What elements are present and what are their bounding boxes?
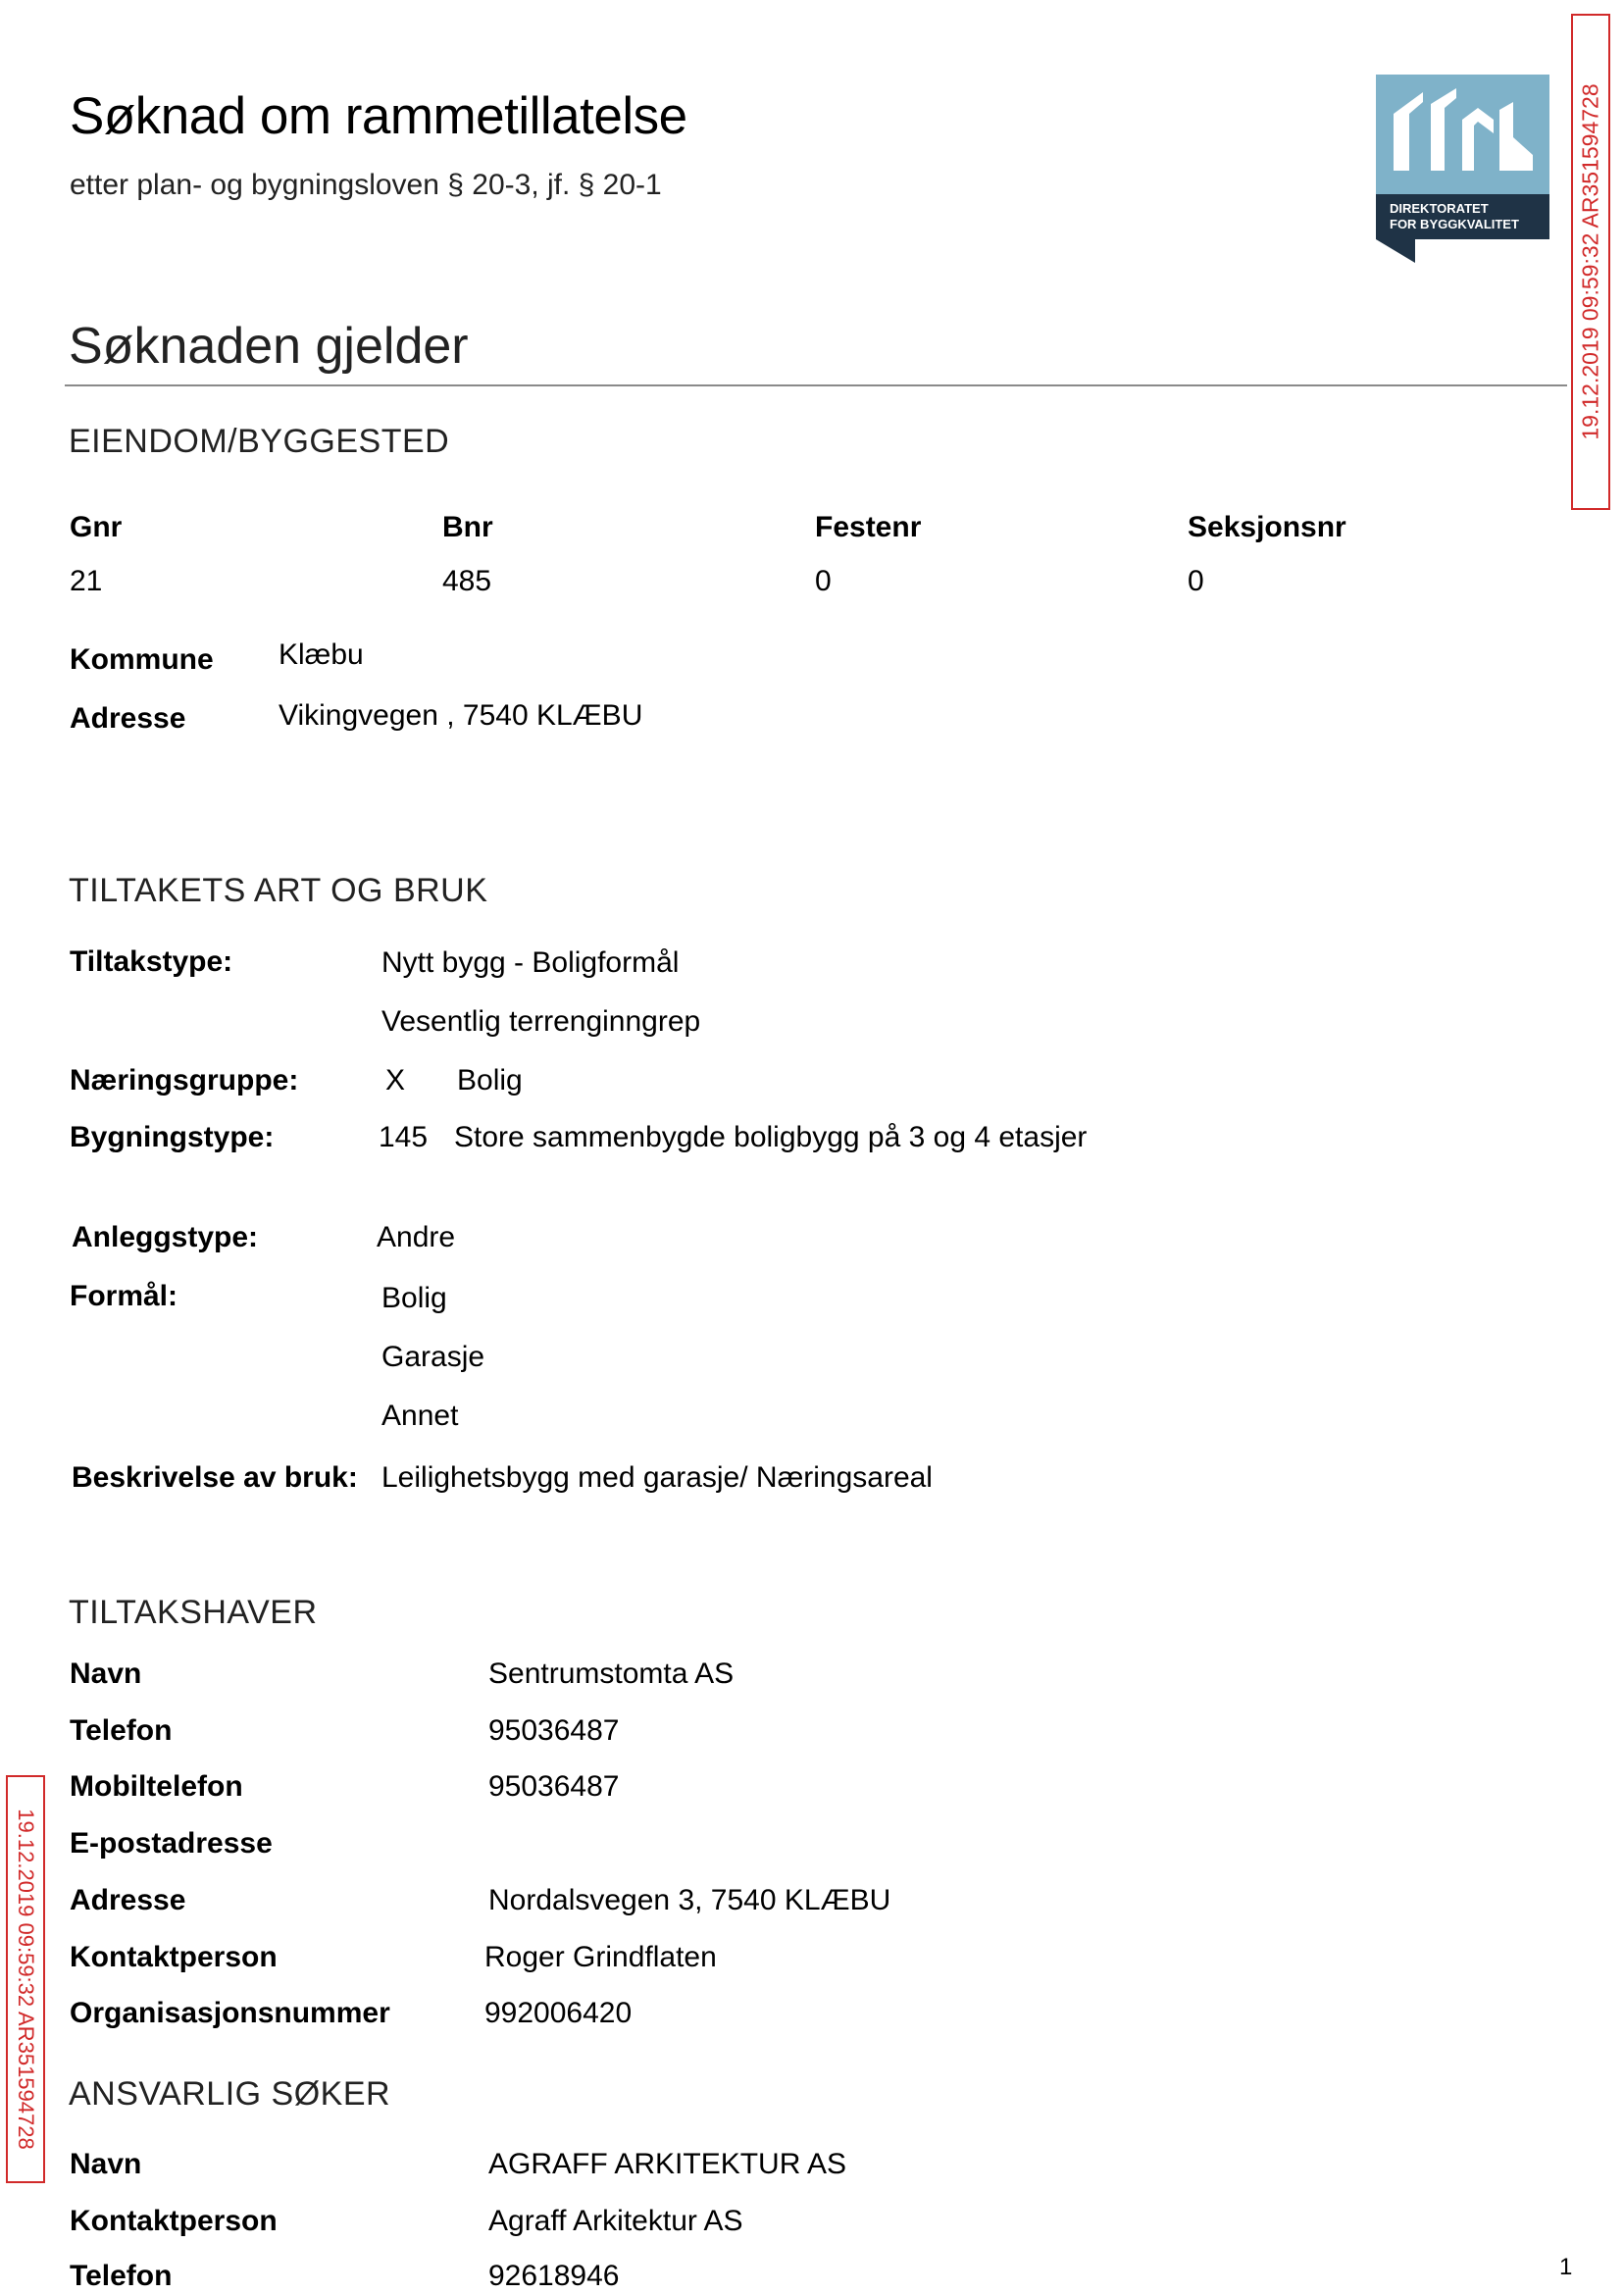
adresse-label: Adresse <box>70 702 186 735</box>
ansvarlig-kontakt-value: Agraff Arkitektur AS <box>488 2205 743 2237</box>
bygningstype-label: Bygningstype: <box>70 1121 275 1153</box>
anleggstype-label: Anleggstype: <box>72 1221 259 1253</box>
dibk-logo <box>1376 75 1549 263</box>
beskrivelse-value: Leilighetsbygg med garasje/ Næringsareal <box>381 1461 933 1494</box>
section-title: Søknaden gjelder <box>69 318 469 375</box>
tiltak-heading: TILTAKETS ART OG BRUK <box>69 872 488 909</box>
bygningstype-code: 145 <box>379 1121 429 1153</box>
tiltakstype-item: Vesentlig terrenginngrep <box>381 1005 701 1038</box>
tiltakshaver-telefon-label: Telefon <box>70 1714 173 1747</box>
seksjonsnr-label: Seksjonsnr <box>1188 511 1346 543</box>
tiltakshaver-kontakt-value: Roger Grindflaten <box>484 1941 717 1973</box>
page-subtitle: etter plan- og bygningsloven § 20-3, jf. § 20-1 <box>70 169 662 201</box>
formal-item: Annet <box>381 1400 459 1432</box>
anleggstype-value: Andre <box>377 1221 456 1253</box>
stamp-text: 19.12.2019 09:59:32 AR351594728 <box>1577 83 1603 440</box>
logo-text-line1: DIREKTORATET <box>1390 201 1489 216</box>
tiltakshaver-navn-value: Sentrumstomta AS <box>488 1657 735 1690</box>
tiltakshaver-mobil-label: Mobiltelefon <box>70 1770 243 1803</box>
naeringsgruppe-code: X <box>385 1064 406 1096</box>
formal-item: Bolig <box>381 1282 447 1314</box>
ansvarlig-kontakt-label: Kontaktperson <box>70 2205 278 2237</box>
tiltakshaver-navn-label: Navn <box>70 1657 142 1690</box>
stamp-text: 19.12.2019 09:59:32 AR351594728 <box>14 1809 38 2150</box>
section-divider <box>65 384 1567 386</box>
receipt-stamp-top <box>1571 14 1610 510</box>
bnr-label: Bnr <box>442 511 493 543</box>
gnr-label: Gnr <box>70 511 123 543</box>
ansvarlig-telefon-value: 92618946 <box>488 2260 620 2292</box>
tiltakshaver-adresse-label: Adresse <box>70 1884 186 1916</box>
naeringsgruppe-value: Bolig <box>457 1064 523 1096</box>
tiltakstype-item: Nytt bygg - Boligformål <box>381 946 680 979</box>
tiltakshaver-orgnr-label: Organisasjonsnummer <box>70 1997 390 2029</box>
ansvarlig-heading: ANSVARLIG SØKER <box>69 2075 391 2113</box>
ansvarlig-navn-value: AGRAFF ARKITEKTUR AS <box>488 2148 847 2180</box>
page-title: Søknad om rammetillatelse <box>70 87 687 145</box>
bygningstype-value: Store sammenbygde boligbygg på 3 og 4 etasjer <box>454 1121 1088 1153</box>
kommune-value: Klæbu <box>279 638 364 671</box>
tiltakstype-label: Tiltakstype: <box>70 945 233 978</box>
seksjonsnr-value: 0 <box>1188 565 1204 597</box>
naeringsgruppe-label: Næringsgruppe: <box>70 1064 299 1096</box>
formal-item: Garasje <box>381 1341 485 1373</box>
formal-label: Formål: <box>70 1280 178 1312</box>
eiendom-heading: EIENDOM/BYGGESTED <box>69 423 450 460</box>
tiltakshaver-adresse-value: Nordalsvegen 3, 7540 KLÆBU <box>488 1884 891 1916</box>
festenr-value: 0 <box>815 565 832 597</box>
gnr-value: 21 <box>70 565 103 597</box>
ansvarlig-telefon-label: Telefon <box>70 2260 173 2292</box>
tiltakshaver-orgnr-value: 992006420 <box>484 1997 633 2029</box>
tiltakshaver-kontakt-label: Kontaktperson <box>70 1941 278 1973</box>
festenr-label: Festenr <box>815 511 922 543</box>
tiltakshaver-mobil-value: 95036487 <box>488 1770 620 1803</box>
kommune-label: Kommune <box>70 643 214 676</box>
page-number: 1 <box>1559 2254 1573 2280</box>
logo-text-line2: FOR BYGGKVALITET <box>1390 217 1519 231</box>
adresse-value: Vikingvegen , 7540 KLÆBU <box>279 699 643 732</box>
receipt-stamp-side <box>6 1775 45 2183</box>
tiltakshaver-epost-label: E-postadresse <box>70 1827 273 1860</box>
bnr-value: 485 <box>442 565 492 597</box>
tiltakshaver-telefon-value: 95036487 <box>488 1714 620 1747</box>
beskrivelse-label: Beskrivelse av bruk: <box>72 1461 358 1494</box>
ansvarlig-navn-label: Navn <box>70 2148 142 2180</box>
tiltakshaver-heading: TILTAKSHAVER <box>69 1594 318 1631</box>
